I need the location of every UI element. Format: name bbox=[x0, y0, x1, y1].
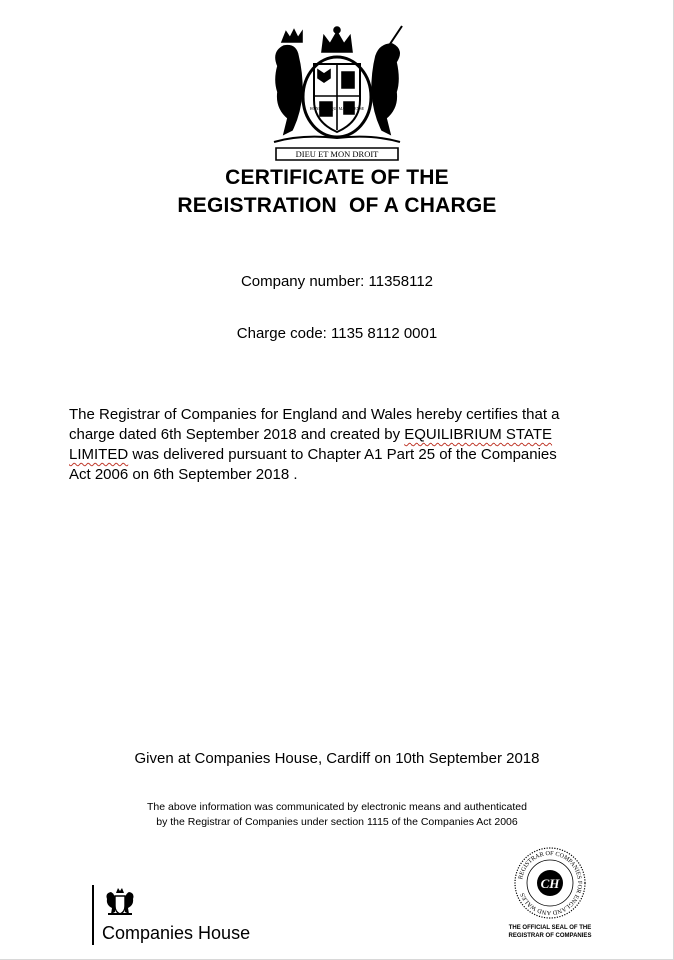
royal-arms-icon bbox=[104, 887, 136, 917]
company-name-part-2: LIMITED bbox=[69, 446, 129, 463]
body-line-1: The Registrar of Companies for England and Wales hereby certifies that a bbox=[69, 406, 560, 423]
title-line-2: REGISTRATION OF A CHARGE bbox=[177, 194, 497, 217]
seal-ring-text: REGISTRAR OF COMPANIES FOR ENGLAND AND WALES bbox=[517, 849, 584, 917]
certificate-body bbox=[69, 405, 614, 485]
coat-of-arms-icon bbox=[262, 22, 412, 162]
body-line-4: Act 2006 on 6th September 2018 . bbox=[69, 466, 298, 483]
crest-motto: DIEU ET MON DROIT bbox=[295, 149, 379, 159]
body-line-2 bbox=[69, 425, 614, 445]
given-at-statement: Given at Companies House, Cardiff on 10th September 2018 bbox=[134, 750, 540, 767]
body-line-3 bbox=[69, 445, 614, 465]
note-line-2: by the Registrar of Companies under section 1115 of the Companies Act 2006 bbox=[156, 816, 518, 828]
seal-caption-line-1: THE OFFICIAL SEAL OF THE bbox=[508, 925, 592, 931]
logo-divider bbox=[92, 885, 94, 945]
companies-house-logo bbox=[92, 885, 352, 947]
body-line-3-text: was delivered pursuant to Chapter A1 Part 25 of the Companies bbox=[128, 446, 557, 463]
certificate-title bbox=[0, 164, 674, 220]
company-number: Company number: 11358112 bbox=[240, 273, 434, 290]
charge-code: Charge code: 1135 8112 0001 bbox=[236, 325, 438, 342]
authentication-note bbox=[0, 800, 674, 830]
royal-coat-of-arms bbox=[262, 22, 412, 162]
official-seal-icon bbox=[504, 846, 596, 920]
seal-caption bbox=[490, 924, 610, 940]
seal-monogram: CH bbox=[540, 876, 560, 891]
title-line-1: CERTIFICATE OF THE bbox=[225, 166, 449, 189]
body-line-2-text: charge dated 6th September 2018 and created by bbox=[69, 426, 405, 443]
note-line-1: The above information was communicated by electronic means and authenticated bbox=[147, 801, 527, 813]
seal-caption-line-2: REGISTRAR OF COMPANIES bbox=[508, 933, 592, 939]
garter-motto: HONI SOIT QUI MAL Y PENSE bbox=[309, 106, 365, 111]
logo-text: Companies House bbox=[102, 923, 251, 943]
company-name-part-1: EQUILIBRIUM STATE bbox=[404, 426, 553, 443]
